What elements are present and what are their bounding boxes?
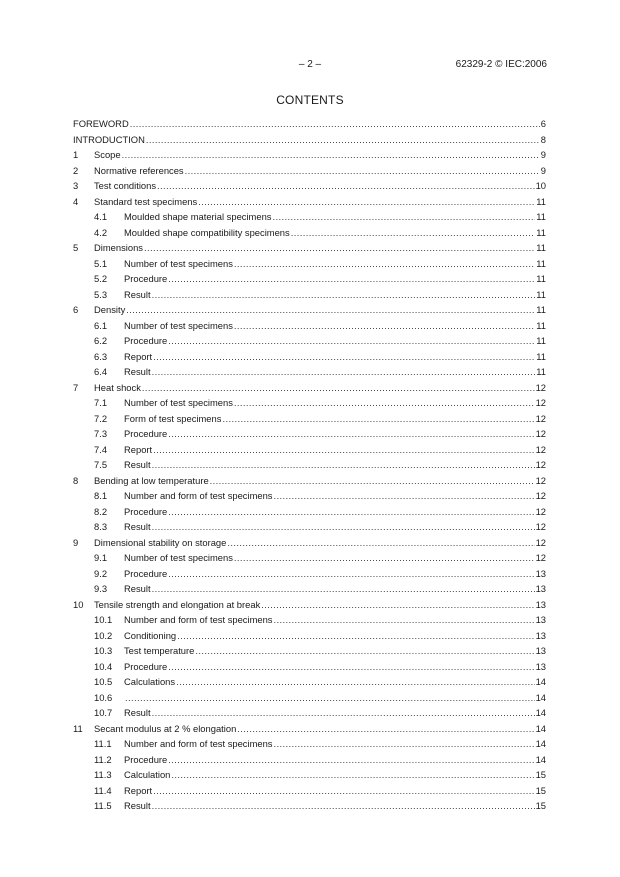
page-number: – 2 – [298, 59, 322, 70]
toc-entry-title: Result [124, 707, 151, 718]
toc-entry-title: Result [124, 583, 151, 594]
dot-leader [152, 457, 535, 473]
dot-leader [168, 566, 534, 582]
dot-leader [125, 690, 535, 706]
dot-leader [153, 783, 534, 799]
page-title: CONTENTS [276, 93, 344, 107]
toc-entry[interactable] [73, 736, 546, 752]
toc-entry-page: 13 [535, 583, 546, 594]
dot-leader [274, 736, 535, 752]
toc-entry[interactable] [73, 302, 546, 318]
dot-leader [291, 225, 536, 241]
toc-entry-number: 11.3 [94, 769, 112, 780]
dot-leader [234, 395, 535, 411]
toc-entry-title: Density [94, 304, 126, 315]
toc-entry[interactable] [73, 147, 546, 163]
toc-entry[interactable] [73, 612, 546, 628]
toc-entry-number: 6.1 [94, 319, 108, 331]
toc-entry[interactable] [73, 581, 546, 597]
toc-entry-number: 3 [73, 180, 79, 191]
toc-entry-page: 14 [535, 753, 546, 765]
toc-entry[interactable] [73, 488, 546, 504]
dot-leader [227, 535, 534, 551]
toc-entry-page: 6 [540, 118, 546, 129]
toc-entry-page: 11 [536, 335, 546, 346]
dot-leader [185, 163, 540, 179]
toc-entry-number: 7.5 [94, 459, 108, 470]
toc-entry-title: Result [124, 459, 151, 470]
document-id: 62329-2 © IEC:2006 [455, 59, 547, 70]
toc-entry-page: 11 [536, 242, 546, 253]
toc-entry-page: 12 [535, 490, 546, 501]
toc-entry-page: 12 [535, 381, 546, 393]
toc-entry-title: Procedure [124, 505, 168, 517]
toc-entry-number: 7.3 [94, 428, 108, 439]
dot-leader [153, 442, 534, 458]
toc-entry-title: INTRODUCTION [73, 133, 145, 145]
toc-entry-title: Procedure [124, 428, 168, 439]
toc-entry[interactable] [73, 132, 546, 148]
toc-entry-number: 10.1 [94, 614, 113, 625]
toc-entry-page: 8 [540, 133, 546, 145]
toc-entry-number: 8.3 [94, 521, 108, 532]
toc-entry-page: 12 [535, 536, 546, 548]
dot-leader [142, 380, 535, 396]
toc-entry-page: 11 [536, 304, 546, 315]
toc-entry-title: Procedure [124, 660, 168, 672]
toc-entry-number: 6.4 [94, 366, 108, 377]
toc-entry-number: 11.4 [94, 784, 112, 796]
dot-leader [171, 767, 534, 783]
toc-entry[interactable] [73, 256, 546, 272]
toc-entry-page: 10 [535, 180, 546, 191]
dot-leader [152, 519, 535, 535]
toc-entry-page: 15 [535, 800, 546, 811]
dot-leader [152, 364, 536, 380]
toc-entry-page: 13 [535, 645, 546, 656]
toc-entry-page: 12 [535, 505, 546, 517]
dot-leader [168, 504, 534, 520]
toc-entry-page: 14 [535, 738, 546, 749]
toc-entry-number: 5.2 [94, 273, 108, 284]
toc-entry-title: Conditioning [124, 629, 177, 641]
toc-entry-title: Bending at low temperature [94, 474, 209, 486]
toc-entry-title: Form of test specimens [124, 412, 222, 424]
toc-entry-title: Test temperature [124, 645, 195, 656]
dot-leader [274, 488, 535, 504]
toc-entry-page: 11 [536, 211, 546, 222]
toc-entry[interactable] [73, 690, 546, 706]
toc-entry[interactable] [73, 473, 546, 489]
dot-leader [144, 240, 535, 256]
toc-entry-page: 15 [535, 769, 546, 780]
toc-entry-page: 11 [536, 366, 546, 377]
toc-entry-page: 11 [536, 350, 546, 362]
dot-leader [234, 318, 535, 334]
dot-leader [237, 721, 534, 737]
toc-entry[interactable] [73, 767, 546, 783]
toc-entry-title: Secant modulus at 2 % elongation [94, 722, 237, 734]
toc-entry-title: Procedure [124, 335, 168, 346]
toc-entry-title: Moulded shape material specimens [124, 211, 272, 222]
toc-entry[interactable] [73, 287, 546, 303]
toc-entry[interactable] [73, 566, 546, 582]
toc-entry[interactable] [73, 550, 546, 566]
toc-entry[interactable] [73, 783, 546, 799]
toc-entry-title: Standard test specimens [94, 195, 198, 207]
dot-leader [168, 659, 534, 675]
toc-entry-page: 14 [535, 676, 546, 687]
toc-entry[interactable] [73, 504, 546, 520]
toc-entry-title: Moulded shape compatibility specimens [124, 226, 290, 238]
toc-entry-page: 12 [535, 397, 546, 408]
toc-entry-title: Number and form of test specimens [124, 490, 273, 501]
toc-entry-page: 12 [535, 474, 546, 486]
toc-entry-number: 11.2 [94, 753, 112, 765]
toc-entry-title: Number and form of test specimens [124, 614, 273, 625]
toc-entry[interactable] [73, 659, 546, 675]
toc-entry-page: 13 [535, 660, 546, 672]
toc-entry-number: 10.7 [94, 707, 113, 718]
toc-entry[interactable] [73, 535, 546, 551]
toc-entry-page: 13 [535, 614, 546, 625]
toc-entry-title: Dimensions [94, 242, 143, 253]
toc-entry[interactable] [73, 333, 546, 349]
toc-entry-title: Number of test specimens [124, 397, 233, 408]
toc-entry-page: 12 [535, 428, 546, 439]
toc-entry-number: 10.6 [94, 691, 113, 703]
toc-entry-number: 4.1 [94, 211, 108, 222]
toc-entry-number: 10.2 [94, 629, 113, 641]
toc-entry-number: 8.1 [94, 490, 108, 501]
toc-entry-page: 11 [536, 319, 546, 331]
dot-leader [168, 333, 535, 349]
toc-entry[interactable] [73, 798, 546, 814]
toc-entry-number: 6.3 [94, 350, 108, 362]
toc-entry-number: 4.2 [94, 226, 108, 238]
toc-entry[interactable] [73, 519, 546, 535]
toc-entry-number: 9 [73, 536, 79, 548]
toc-entry-title: Heat shock [94, 381, 141, 393]
dot-leader [152, 798, 535, 814]
toc-entry-number: 9.2 [94, 567, 108, 579]
toc-entry-title: Number and form of test specimens [124, 738, 273, 749]
toc-entry-page: 11 [536, 226, 546, 238]
dot-leader [177, 628, 534, 644]
toc-entry-page: 11 [536, 273, 546, 284]
toc-entry[interactable] [73, 752, 546, 768]
toc-entry-title: Result [124, 521, 151, 532]
toc-entry-number: 11.5 [94, 800, 112, 811]
dot-leader [152, 581, 535, 597]
toc-entry-number: 2 [73, 164, 79, 176]
toc-entry-number: 7.1 [94, 397, 108, 408]
toc-entry[interactable] [73, 411, 546, 427]
toc-entry-title: Tensile strength and elongation at break [94, 598, 261, 610]
toc-entry-title: Normative references [94, 164, 184, 176]
dot-leader [153, 349, 535, 365]
dot-leader [130, 116, 540, 132]
toc-entry-number: 6 [73, 304, 79, 315]
toc-entry-title: Report [124, 350, 153, 362]
toc-entry-page: 11 [536, 288, 546, 300]
toc-entry[interactable] [73, 178, 546, 194]
dot-leader [195, 643, 534, 659]
toc-entry-number: 8.2 [94, 505, 108, 517]
toc-entry-number: 11.1 [94, 738, 112, 749]
dot-leader [168, 426, 534, 442]
toc-entry-number: 7.2 [94, 412, 108, 424]
dot-leader [234, 256, 535, 272]
dot-leader [234, 550, 535, 566]
toc-entry-title: Report [124, 784, 153, 796]
toc-entry-title: Result [124, 366, 151, 377]
dot-leader [152, 705, 535, 721]
toc-entry-title: Calculations [124, 676, 176, 687]
toc-entry-number: 10.3 [94, 645, 113, 656]
toc-entry[interactable] [73, 163, 546, 179]
toc-entry-number: 6.2 [94, 335, 108, 346]
toc-entry-page: 9 [540, 164, 546, 176]
dot-leader [272, 209, 535, 225]
table-of-contents [73, 116, 546, 814]
toc-entry-title: Dimensional stability on storage [94, 536, 227, 548]
toc-entry-page: 13 [535, 598, 546, 610]
toc-entry-title: Procedure [124, 273, 168, 284]
toc-entry-title: FOREWORD [73, 118, 129, 129]
dot-leader [222, 411, 534, 427]
dot-leader [146, 132, 540, 148]
toc-entry-number: 5 [73, 242, 79, 253]
toc-entry-number: 10.5 [94, 676, 113, 687]
toc-entry-number: 10 [73, 598, 84, 610]
toc-entry[interactable] [73, 721, 546, 737]
toc-entry-number: 8 [73, 474, 79, 486]
toc-entry-page: 15 [535, 784, 546, 796]
toc-entry-number: 7 [73, 381, 79, 393]
toc-entry-title: Result [124, 800, 151, 811]
toc-entry[interactable] [73, 349, 546, 365]
toc-entry[interactable] [73, 628, 546, 644]
dot-leader [122, 147, 540, 163]
toc-entry-title: Number of test specimens [124, 319, 233, 331]
toc-entry-number: 5.3 [94, 288, 108, 300]
toc-entry-page: 11 [536, 257, 546, 269]
toc-entry-page: 13 [535, 567, 546, 579]
toc-entry-number: 9.3 [94, 583, 108, 594]
dot-leader [152, 287, 536, 303]
toc-entry[interactable] [73, 209, 546, 225]
toc-entry-number: 1 [73, 149, 79, 160]
toc-entry[interactable] [73, 457, 546, 473]
toc-entry-page: 9 [540, 149, 546, 160]
toc-entry-number: 10.4 [94, 660, 113, 672]
toc-entry[interactable] [73, 225, 546, 241]
toc-entry-title: Scope [94, 149, 121, 160]
toc-entry-page: 12 [535, 459, 546, 470]
toc-entry[interactable] [73, 194, 546, 210]
toc-entry-title: Test conditions [94, 180, 157, 191]
toc-entry-page: 14 [535, 707, 546, 718]
toc-entry-page: 12 [535, 521, 546, 532]
dot-leader [168, 752, 534, 768]
dot-leader [126, 302, 535, 318]
toc-entry[interactable] [73, 426, 546, 442]
toc-entry[interactable] [73, 674, 546, 690]
toc-entry-title: Procedure [124, 567, 168, 579]
toc-entry[interactable] [73, 318, 546, 334]
toc-entry-number: 11 [73, 722, 83, 734]
toc-entry-title: Procedure [124, 753, 168, 765]
toc-entry-page: 12 [535, 412, 546, 424]
toc-entry-title: Number of test specimens [124, 552, 233, 563]
dot-leader [176, 674, 534, 690]
dot-leader [274, 612, 535, 628]
toc-entry-number: 4 [73, 195, 79, 207]
toc-entry-page: 13 [535, 629, 546, 641]
toc-entry-page: 12 [535, 443, 546, 455]
toc-entry-title: Calculation [124, 769, 171, 780]
toc-entry-number: 7.4 [94, 443, 108, 455]
toc-entry-page: 14 [535, 722, 546, 734]
toc-entry-page: 14 [535, 691, 546, 703]
dot-leader [261, 597, 534, 613]
dot-leader [198, 194, 535, 210]
toc-entry[interactable] [73, 395, 546, 411]
toc-entry[interactable] [73, 364, 546, 380]
toc-entry-page: 11 [536, 195, 546, 207]
toc-entry[interactable] [73, 116, 546, 132]
toc-entry[interactable] [73, 442, 546, 458]
toc-entry-title: Report [124, 443, 153, 455]
toc-entry-title: Number of test specimens [124, 257, 233, 269]
toc-entry[interactable] [73, 240, 546, 256]
toc-entry-number: 5.1 [94, 257, 108, 269]
toc-entry[interactable] [73, 271, 546, 287]
toc-entry-number: 9.1 [94, 552, 108, 563]
dot-leader [157, 178, 535, 194]
toc-entry-title: Result [124, 288, 151, 300]
toc-entry[interactable] [73, 597, 546, 613]
toc-entry[interactable] [73, 380, 546, 396]
toc-entry[interactable] [73, 705, 546, 721]
toc-entry[interactable] [73, 643, 546, 659]
dot-leader [210, 473, 535, 489]
toc-entry-page: 12 [535, 552, 546, 563]
dot-leader [168, 271, 535, 287]
